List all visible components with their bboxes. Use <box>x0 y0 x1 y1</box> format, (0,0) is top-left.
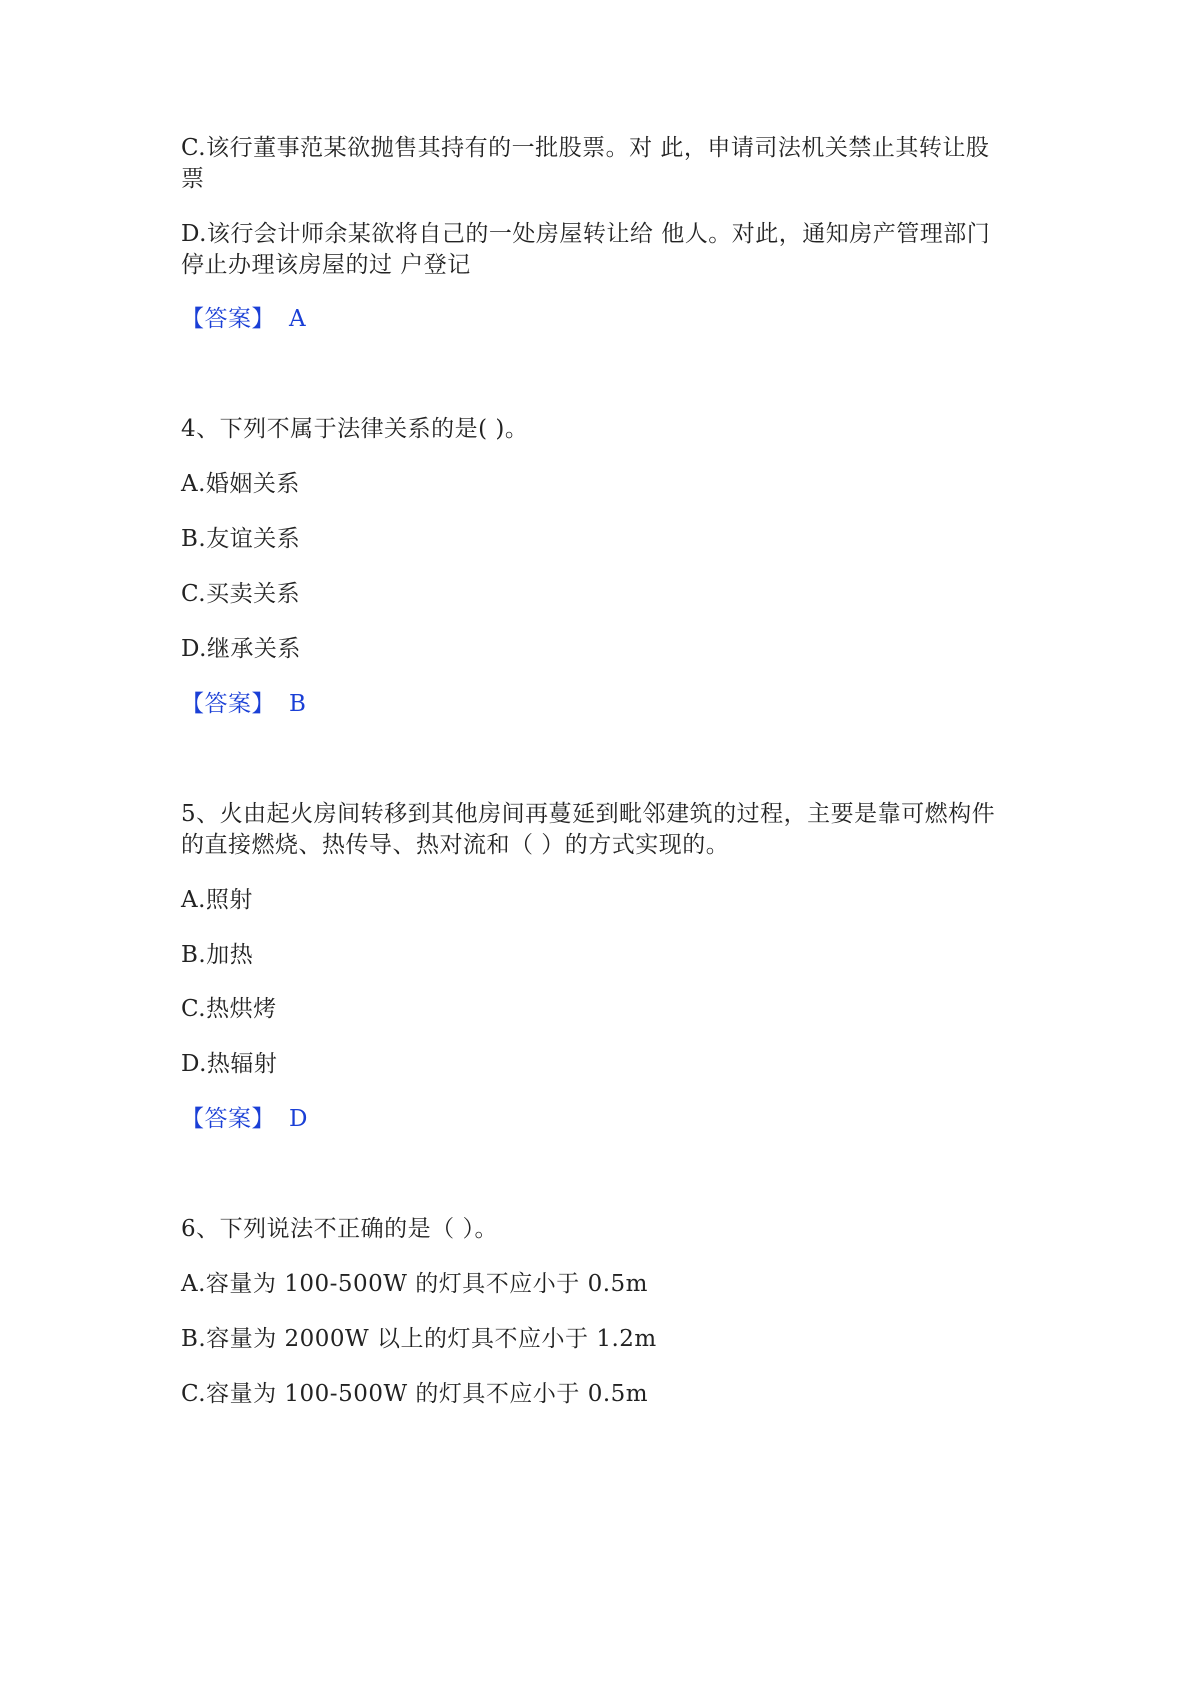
q3-option-c-line2: 票 <box>181 166 205 192</box>
q6-option-a: A.容量为 100-500W 的灯具不应小于 0.5m <box>181 1271 648 1297</box>
q3-option-c-line1: C.该行董事范某欲抛售其持有的一批股票。对 此，申请司法机关禁止其转让股 <box>181 135 990 161</box>
q5-answer <box>181 1103 308 1135</box>
answer-value: A <box>289 306 307 332</box>
answer-label: 【答案】 <box>181 306 275 332</box>
q3-option-d-line1: D.该行会计师余某欲将自己的一处房屋转让给 他人。对此，通知房产管理部门 <box>181 221 991 247</box>
q3-answer <box>181 303 306 335</box>
q5-stem-line1: 5、火由起火房间转移到其他房间再蔓延到毗邻建筑的过程，主要是靠可燃构件 <box>181 801 996 827</box>
q4-option-c: C.买卖关系 <box>181 581 301 607</box>
q4-answer <box>181 688 306 720</box>
q5-option-d: D.热辐射 <box>181 1051 278 1077</box>
q5-stem-line2: 的直接燃烧、热传导、热对流和（ ）的方式实现的。 <box>181 832 730 858</box>
q4-option-d: D.继承关系 <box>181 636 301 662</box>
q4-stem: 4、下列不属于法律关系的是( )。 <box>181 416 529 442</box>
answer-label: 【答案】 <box>181 1106 275 1132</box>
q6-stem: 6、下列说法不正确的是（ ）。 <box>181 1216 498 1242</box>
q4-option-b: B.友谊关系 <box>181 526 301 552</box>
q6-option-c: C.容量为 100-500W 的灯具不应小于 0.5m <box>181 1381 649 1407</box>
q6-option-b: B.容量为 2000W 以上的灯具不应小于 1.2m <box>181 1326 657 1352</box>
q4-option-a: A.婚姻关系 <box>181 471 300 497</box>
q3-option-d-line2: 停止办理该房屋的过 户登记 <box>181 252 471 278</box>
answer-value: B <box>289 691 307 717</box>
q5-option-a: A.照射 <box>181 887 253 913</box>
answer-value: D <box>289 1106 308 1132</box>
q5-option-c: C.热烘烤 <box>181 996 277 1022</box>
answer-label: 【答案】 <box>181 691 275 717</box>
q5-option-b: B.加热 <box>181 942 254 968</box>
